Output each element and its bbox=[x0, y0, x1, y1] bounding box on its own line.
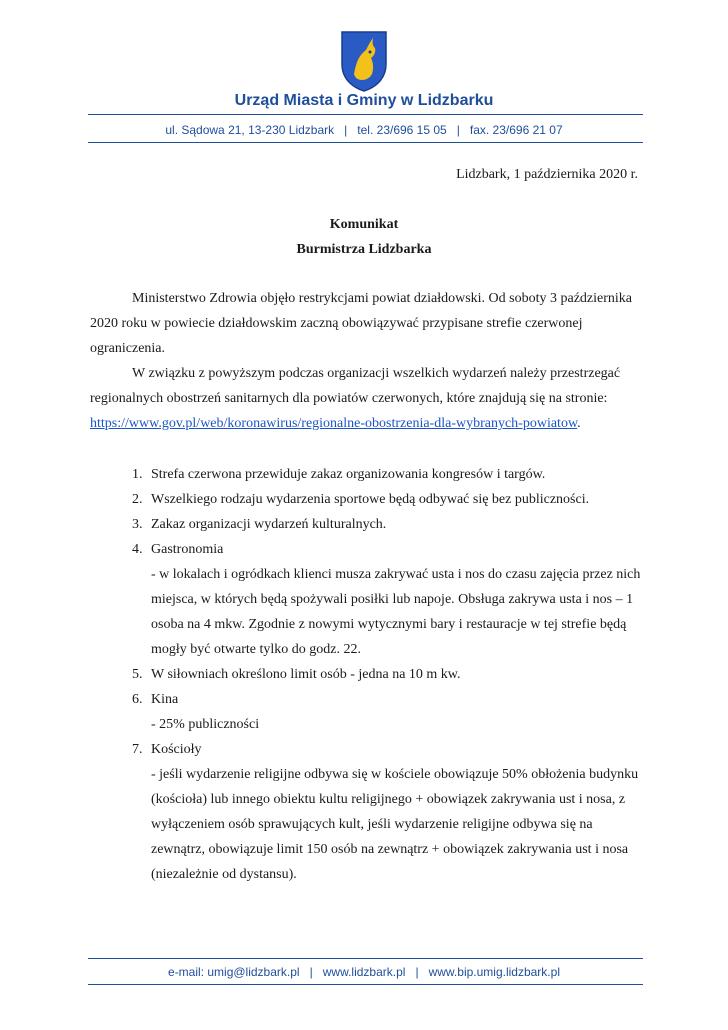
list-item-detail: - w lokalach i ogródkach klienci musza zakrywać usta i nos do czasu zajęcia przez nich miejsca, w których będą spożywali posiłki lub napoje. Obsługa zakrywa usta i nos – 1 osoba na 4 mkw. Zgodnie z nowymi wytycznymi bary i restauracje w tej strefie będą mogły być otwarte tylko do godz. 22. bbox=[151, 567, 641, 657]
document-subtitle: Burmistrza Lidzbarka bbox=[296, 242, 432, 257]
list-item: 3. Zakaz organizacji wydarzeń kulturalnych. bbox=[132, 517, 387, 532]
separator: | bbox=[344, 123, 348, 137]
paragraph-2-text: W związku z powyższym podczas organizacji wszelkich wydarzeń należy przestrzegać regionalnych obostrzeń sanitarnych dla powiatów czerwonych, które znajdują się na stronie: bbox=[90, 366, 621, 406]
paragraph-1-text: Ministerstwo Zdrowia objęło restrykcjami powiat działdowski. Od soboty 3 października 2020 roku w powiecie działdowskim zaczną obowiązywać przypisane strefie czerwonej ograniczenia. bbox=[90, 291, 633, 356]
footer-rule-top bbox=[88, 958, 643, 959]
list-item: 4. Gastronomia - w lokalach i ogródkach klienci musza zakrywać usta i nos do czasu zajęcia przez nich miejsca, w których będą spożywali posiłki lub napoje. Obsługa zakrywa usta i nos – 1 osoba na 4 mkw. Zgodnie z nowymi wytycznymi bary i restauracje w tej strefie będą mogły być otwarte tylko do godz. 22. bbox=[90, 537, 650, 662]
document-title: Komunikat bbox=[329, 217, 399, 232]
paragraph-2-end: . bbox=[577, 416, 581, 431]
separator: | bbox=[415, 965, 419, 979]
list-item: 1. Strefa czerwona przewiduje zakaz organizowania kongresów i targów. bbox=[132, 467, 546, 482]
list-item-text: Kościoły bbox=[151, 742, 202, 757]
restrictions-list bbox=[90, 462, 650, 887]
paragraph-2 bbox=[90, 361, 650, 436]
list-item-detail: - 25% publiczności bbox=[151, 717, 260, 732]
address: ul. Sądowa 21, 13-230 Lidzbark bbox=[165, 123, 335, 137]
fax: fax. 23/696 21 07 bbox=[469, 123, 563, 137]
list-item-detail: - jeśli wydarzenie religijne odbywa się w kościele obowiązuje 50% obłożenia budynku (kościoła) lub innego obiektu kultu religijnego + obowiązek zakrywania ust i nosa, z wyłączeniem osób sprawujących kult, jeśli wydarzenie religijne odbywa się na zewnątrz, obowiązuje limit 150 osób na zewnątrz + obowiązek zakrywania ust i nosa (niezależnie od dystansu). bbox=[151, 767, 639, 882]
list-item-text: Kina bbox=[151, 692, 179, 707]
phone: tel. 23/696 15 05 bbox=[357, 123, 447, 137]
footer-rule-bottom bbox=[88, 984, 643, 985]
header-rule bbox=[88, 114, 643, 115]
paragraph-1 bbox=[90, 286, 650, 361]
org-name: Urząd Miasta i Gminy w Lidzbarku bbox=[234, 92, 494, 109]
list-item: 2. Wszelkiego rodzaju wydarzenia sportowe będą odbywać się bez publiczności. bbox=[132, 492, 590, 507]
header-rule-bottom bbox=[88, 142, 643, 143]
list-item: 7. Kościoły - jeśli wydarzenie religijne odbywa się w kościele obowiązuje 50% obłożenia budynku (kościoła) lub innego obiektu kultu religijnego + obowiązek zakrywania ust i nosa, z wyłączeniem osób sprawujących kult, jeśli wydarzenie religijne odbywa się na zewnątrz, obowiązuje limit 150 osób na zewnątrz + obowiązek zakrywania ust i nosa (niezależnie od dystansu). bbox=[90, 737, 650, 887]
separator: | bbox=[309, 965, 313, 979]
regulations-link[interactable]: https://www.gov.pl/web/koronawirus/regionalne-obostrzenia-dla-wybranych-powiatow bbox=[90, 416, 578, 431]
footer-email: e-mail: umig@lidzbark.pl bbox=[168, 965, 300, 979]
list-item-text: Zakaz organizacji wydarzeń kulturalnych. bbox=[151, 517, 387, 532]
list-item-text: W siłowniach określono limit osób - jedna na 10 m kw. bbox=[151, 667, 461, 682]
list-item: 5. W siłowniach określono limit osób - jedna na 10 m kw. bbox=[132, 667, 461, 682]
list-item-text: Wszelkiego rodzaju wydarzenia sportowe będą odbywać się bez publiczności. bbox=[151, 492, 590, 507]
list-item-text: Gastronomia bbox=[151, 542, 224, 557]
header-contact bbox=[0, 123, 728, 137]
footer-web: www.lidzbark.pl bbox=[322, 965, 406, 979]
footer-bip: www.bip.umig.lidzbark.pl bbox=[428, 965, 560, 979]
list-item: 6. Kina - 25% publiczności bbox=[90, 687, 650, 737]
footer-contact bbox=[0, 965, 728, 979]
list-item-text: Strefa czerwona przewiduje zakaz organizowania kongresów i targów. bbox=[151, 467, 546, 482]
place-date: Lidzbark, 1 października 2020 r. bbox=[456, 167, 638, 182]
lidzbark-coat-of-arms-icon bbox=[340, 30, 388, 92]
separator: | bbox=[456, 123, 460, 137]
